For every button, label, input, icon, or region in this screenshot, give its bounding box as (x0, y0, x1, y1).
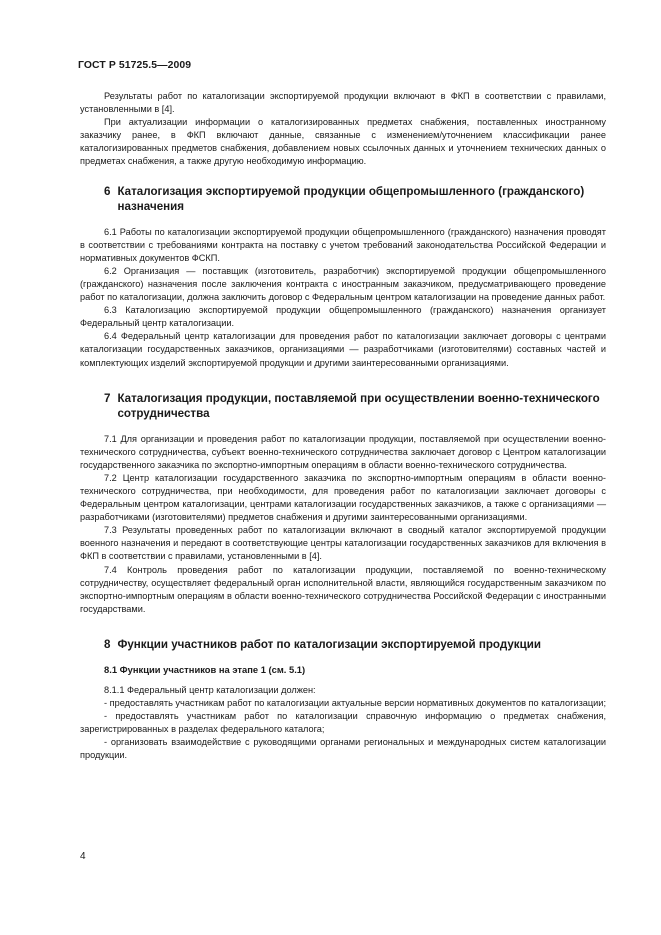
list-item-1: - предоставлять участникам работ по каталогизации актуальные версии нормативных документов по каталогизации; (104, 697, 606, 708)
paragraph-7-2: 7.2 Центр каталогизации государственного заказчика по экспортно-импортным операциям в области военно-технического сотрудничества, при необходимости, для проведения работ по каталогизации заключает договоры с Федеральным центром каталогизации, центрами каталогизации государственных заказчиков, а также с организациями — разработчиками (изготовителями) предметов снабжения и другими заинтересованными организациями. (80, 472, 606, 523)
section-6-heading (80, 184, 606, 215)
section-8-title: Функции участников работ по каталогизации экспортируемой продукции (117, 637, 541, 651)
section-8-number: 8 (104, 637, 111, 651)
section-6-title: Каталогизация экспортируемой продукции общепромышленного (гражданского) назначения (117, 184, 585, 214)
list-item-3: - организовать взаимодействие с руководящими органами региональных и международных систем каталогизации продукции. (80, 736, 606, 760)
document-header: ГОСТ Р 51725.5—2009 (78, 60, 192, 71)
section-6-number: 6 (104, 184, 111, 198)
paragraph-8-1-1: 8.1.1 Федеральный центр каталогизации должен: (104, 684, 316, 695)
paragraph-6-2: 6.2 Организация — поставщик (изготовитель, разработчик) экспортируемой продукции общепромышленного (гражданского) назначения после заключения контракта с иностранным заказчиком, предусматривающего проведение работ по каталогизации, должна заключить договор с Федеральным центром каталогизации на проведение данных работ. (80, 265, 606, 303)
paragraph-6-3: 6.3 Каталогизацию экспортируемой продукции общепромышленного (гражданского) назначения организует Федеральный центр каталогизации. (80, 305, 606, 329)
paragraph-7-4: 7.4 Контроль проведения работ по каталогизации продукции, поставляемой по военно-техническому сотрудничеству, осуществляет федеральный орган исполнительной власти, являющийся государственным заказчиком по экспортно-импортным операциям в области военно-технического сотрудничества Российской Федерации с иностранными государствами. (80, 564, 606, 614)
paragraph-6-4: 6.4 Федеральный центр каталогизации для проведения работ по каталогизации заключает договоры с центрами каталогизации государственных заказчиков, организациями — разработчиками (изготовителями) составных частей и комплектующих изделий экспортируемой продукции и другими заинтересованными организациями. (80, 331, 606, 368)
paragraph-6-1: 6.1 Работы по каталогизации экспортируемой продукции общепромышленного (гражданского) назначения проводят в соответствии с требованиями контракта на поставку с учетом требований законодательства Российской Федерации и нормативных документов ФСКП. (80, 226, 606, 263)
subsection-8-1-heading: 8.1 Функции участников на этапе 1 (см. 5.1) (104, 664, 306, 676)
paragraph-7-3: 7.3 Результаты проведенных работ по каталогизации включают в сводный каталог экспортируемой продукции военного назначения и передают в соответствующие центры каталогизации государственных заказчиков для включения в ФКП в соответствии с правилами, установленными в [4]. (80, 525, 606, 562)
page-number: 4 (80, 851, 86, 862)
section-8-heading (80, 637, 606, 653)
intro-paragraph-1: Результаты работ по каталогизации экспортируемой продукции включают в ФКП в соответствии с правилами, установленными в [4]. (80, 91, 606, 115)
paragraph-7-1: 7.1 Для организации и проведения работ по каталогизации продукции, поставляемой при осуществлении военно-технического сотрудничества, субъект военно-технического сотрудничества заключает договор с Центром каталогизации государственного заказчика по экспортно-импортным операциям в области военно-технического сотрудничества. (80, 433, 606, 470)
section-7-heading (80, 391, 606, 422)
intro-paragraph-2: При актуализации информации о каталогизированных предметах снабжения, поставленных иностранному заказчику ранее, в ФКП включают данные, связанные с изменением/уточнением классификации ранее каталогизированных предметов снабжения, добавлением новых ссылочных данных и уточнением технических данных о предметах снабжения, а также другую необходимую информацию. (80, 117, 606, 167)
list-item-2: - предоставлять участникам работ по каталогизации справочную информацию о предметах снабжения, зарегистрированных в разделах федерального каталога; (80, 710, 606, 734)
document-body (80, 90, 606, 762)
section-7-number: 7 (104, 391, 111, 405)
section-7-title: Каталогизация продукции, поставляемой при осуществлении военно-технического сотрудничества (117, 391, 600, 421)
